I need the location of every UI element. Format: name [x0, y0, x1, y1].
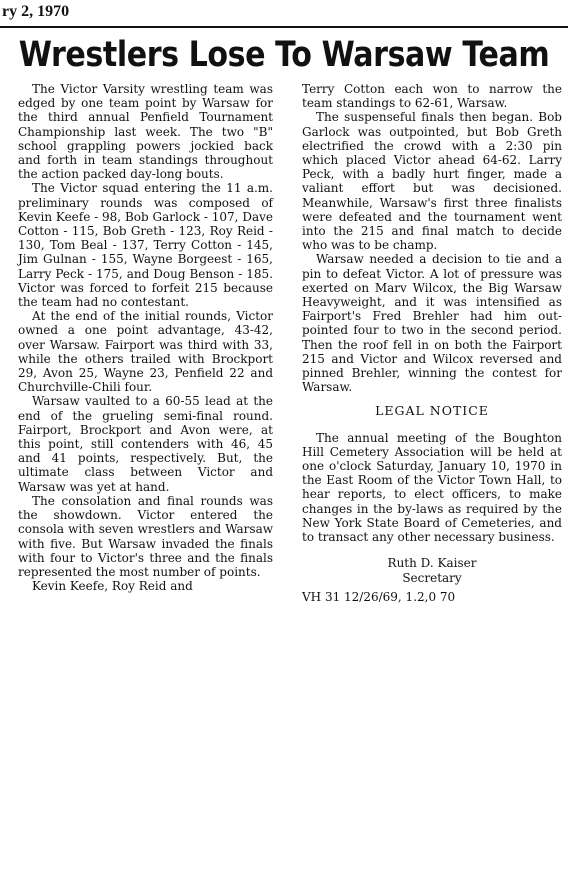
legal-notice-signature [302, 556, 562, 586]
legal-notice-heading: LEGAL NOTICE [375, 403, 489, 419]
dateline: ry 2, 1970 [2, 3, 70, 20]
article-paragraph: Warsaw needed a decision to tie and a pin to defeat Victor. A lot of pressure was exerted on Marv Wilcox, the Big Warsaw Heavyweight, and it was intensified as Fairport's Fred Brehler had him out-pointed four to two in the second period. Then the roof fell in on both the Fairport 215 and Victor and Wilcox reversed and pinned Brehler, winning the contest for Warsaw. [302, 252, 562, 395]
headline: Wrestlers Lose To Warsaw Team [18, 35, 550, 75]
article-left-column [18, 82, 273, 593]
header-rule [0, 26, 568, 28]
signer-title: Secretary [402, 571, 462, 586]
article-paragraph: At the end of the initial rounds, Victor owned a one point advantage, 43-42, over Warsaw. Fairport was third with 33, while the others trailed with Brockport 29, Avon 25, Wayne 23, Penfield 22 and Churchville-Chili four. [18, 309, 273, 395]
article-paragraph: The Victor squad entering the 11 a.m. preliminary rounds was composed of Kevin Keefe - 98, Bob Garlock - 107, Dave Cotton - 115, Bob Greth - 123, Roy Reid - 130, Tom Beal - 137, Terry Cotton - 145, Jim Gulnan - 155, Wayne Borgeest - 165, Larry Peck - 175, and Doug Benson - 185. Victor was forced to forfeit 215 because the team had no contestant. [18, 181, 273, 310]
article-paragraph: The suspenseful finals then began. Bob Garlock was outpointed, but Bob Greth electrified the crowd with a 2:30 pin which placed Victor ahead 64-62. Larry Peck, with a badly hurt finger, made a valiant effort but was decisioned. Meanwhile, Warsaw's first three finalists were defeated and the tournament went into the 215 and final match to decide who was to be champ. [302, 110, 562, 253]
legal-notice-reference: VH 31 12/26/69, 1.2,0 70 [302, 590, 456, 605]
article-paragraph: Terry Cotton each won to narrow the team standings to 62-61, Warsaw. [302, 82, 562, 111]
signer-name: Ruth D. Kaiser [387, 556, 477, 571]
article-paragraph: Kevin Keefe, Roy Reid and [32, 579, 193, 594]
article-paragraph: The Victor Varsity wrestling team was edged by one team point by Warsaw for the third annual Penfield Tournament Championship last week. The two "B" school grappling powers jockied back and forth in team standings throughout the action packed day-long bouts. [18, 82, 273, 182]
article-paragraph: Warsaw vaulted to a 60-55 lead at the end of the grueling semi-final round. Fairport, Brockport and Avon were, at this point, still contenders with 46, 45 and 41 points, respectively. But, the ultimate class between Victor and Warsaw was yet at hand. [18, 394, 273, 494]
article-right-column [302, 82, 562, 605]
article-paragraph: The consolation and final rounds was the showdown. Victor entered the consola with seven wrestlers and Warsaw with five. But Warsaw invaded the finals with four to Victor's three and the finals represented the most number of points. [18, 493, 273, 579]
legal-notice-body: The annual meeting of the Boughton Hill Cemetery Association will be held at one o'clock Saturday, January 10, 1970 in the East Room of the Victor Town Hall, to hear reports, to elect officers, to make changes in the by-laws as required by the New York State Board of Cemeteries, and to transact any other necessary business. [302, 430, 562, 545]
